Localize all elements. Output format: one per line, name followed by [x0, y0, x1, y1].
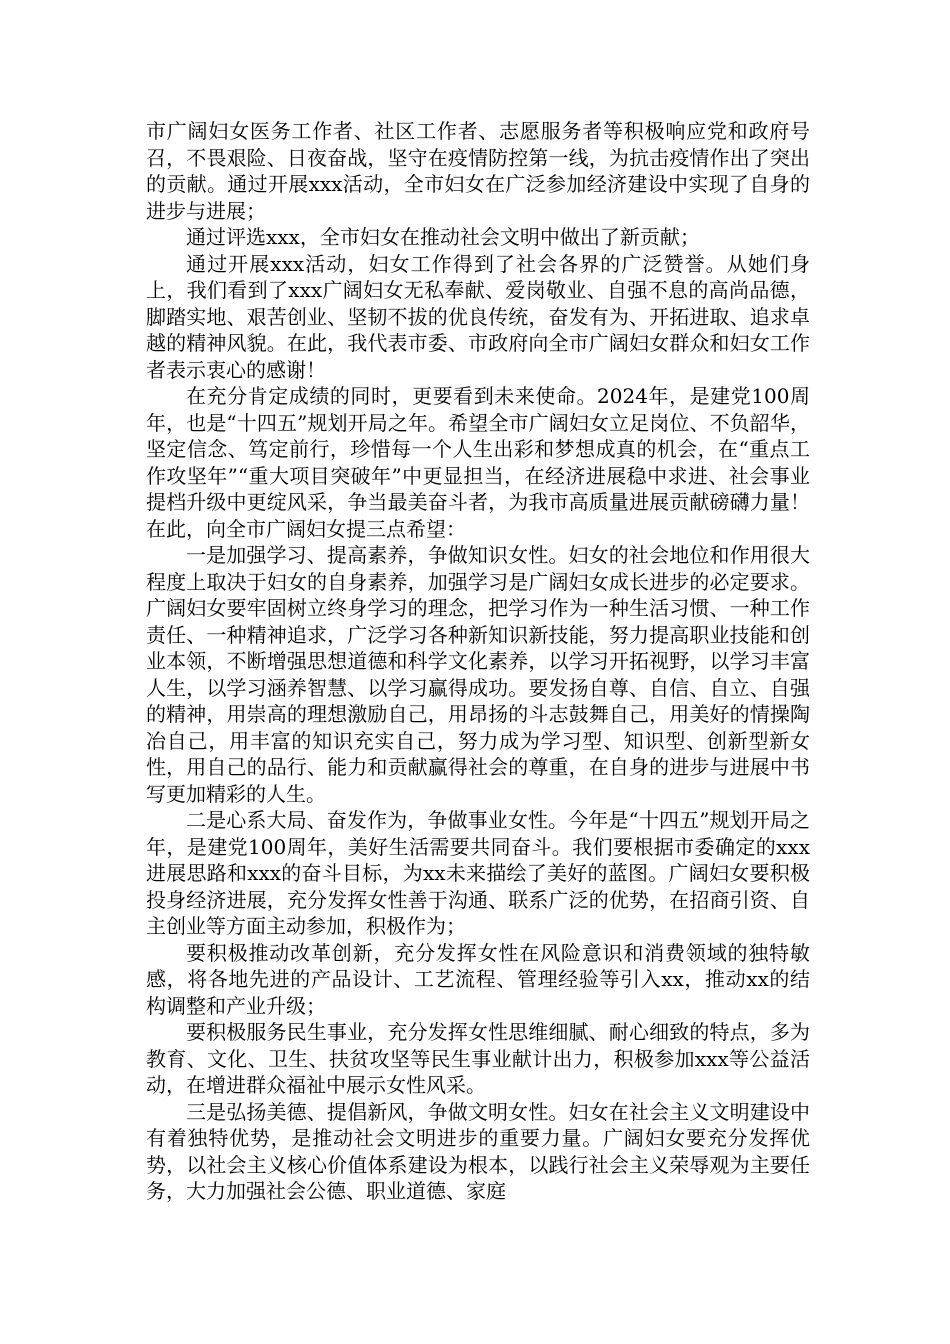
- paragraph-9: 三是弘扬美德、提倡新风，争做文明女性。妇女在社会主义文明建设中有着独特优势，是推动社会文明进步的重要力量。广阔妇女要充分发挥优势，以社会主义核心价值体系建设为根本，以践行社会主义荣辱观为主要任务，大力加强社会公德、职业道德、家庭: [146, 1099, 810, 1203]
- paragraph-7: 要积极推动改革创新，充分发挥女性在风险意识和消费领域的独特敏感，将各地先进的产品设计、工艺流程、管理经验等引入xx，推动xx的结构调整和产业升级；: [146, 940, 810, 1018]
- paragraph-4: 在充分肯定成绩的同时，更要看到未来使命。2024年，是建党100周年，也是“十四五”规划开局之年。希望全市广阔妇女立足岗位、不负韶华，坚定信念、笃定前行，珍惜每一个人生出彩和梦想成真的机会，在“重点工作攻坚年”“重大项目突破年”中更显担当，在经济进展稳中求进、社会事业提档升级中更绽风采，争当最美奋斗者，为我市高质量进展贡献磅礴力量！在此，向全市广阔妇女提三点希望：: [146, 384, 810, 541]
- paragraph-1: 市广阔妇女医务工作者、社区工作者、志愿服务者等积极响应党和政府号召，不畏艰险、日夜奋战，坚守在疫情防控第一线，为抗击疫情作出了突出的贡献。通过开展xxx活动，全市妇女在广泛参加经济建设中实现了自身的进步与进展；: [146, 119, 810, 223]
- paragraph-8: 要积极服务民生事业，充分发挥女性思维细腻、耐心细致的特点，多为教育、文化、卫生、扶贫攻坚等民生事业献计出力，积极参加xxx等公益活动，在增进群众福祉中展示女性风采。: [146, 1020, 810, 1097]
- paragraph-6: 二是心系大局、奋发作为，争做事业女性。今年是“十四五”规划开局之年，是建党100周年，美好生活需要共同奋斗。我们要根据市委确定的xxx进展思路和xxx的奋斗目标，为xx未来描绘了美好的蓝图。广阔妇女要积极投身经济进展，充分发挥女性善于沟通、联系广泛的优势，在招商引资、自主创业等方面主动参加，积极作为；: [146, 808, 810, 938]
- document-page: [146, 118, 810, 1205]
- paragraph-5: 一是加强学习、提高素养，争做知识女性。妇女的社会地位和作用很大程度上取决于妇女的自身素养，加强学习是广阔妇女成长进步的必定要求。广阔妇女要牢固树立终身学习的理念，把学习作为一种生活习惯、一种工作责任、一种精神追求，广泛学习各种新知识新技能，努力提高职业技能和创业本领，不断增强思想道德和科学文化素养，以学习开拓视野，以学习丰富人生，以学习涵养智慧、以学习赢得成功。要发扬自尊、自信、自立、自强的精神，用崇高的理想激励自己，用昂扬的斗志鼓舞自己，用美好的情操陶冶自己，用丰富的知识充实自己，努力成为学习型、知识型、创新型新女性，用自己的品行、能力和贡献赢得社会的尊重，在自身的进步与进展中书写更加精彩的人生。: [146, 543, 810, 806]
- paragraph-3: 通过开展xxx活动，妇女工作得到了社会各界的广泛赞誉。从她们身上，我们看到了xxx广阔妇女无私奉献、爱岗敬业、自强不息的高尚品德，脚踏实地、艰苦创业、坚韧不拔的优良传统，奋发有为、开拓进取、追求卓越的精神风貌。在此，我代表市委、市政府向全市广阔妇女群众和妇女工作者表示衷心的感谢！: [146, 251, 810, 382]
- paragraph-2: 通过评选xxx，全市妇女在推动社会文明中做出了新贡献；: [186, 225, 700, 249]
